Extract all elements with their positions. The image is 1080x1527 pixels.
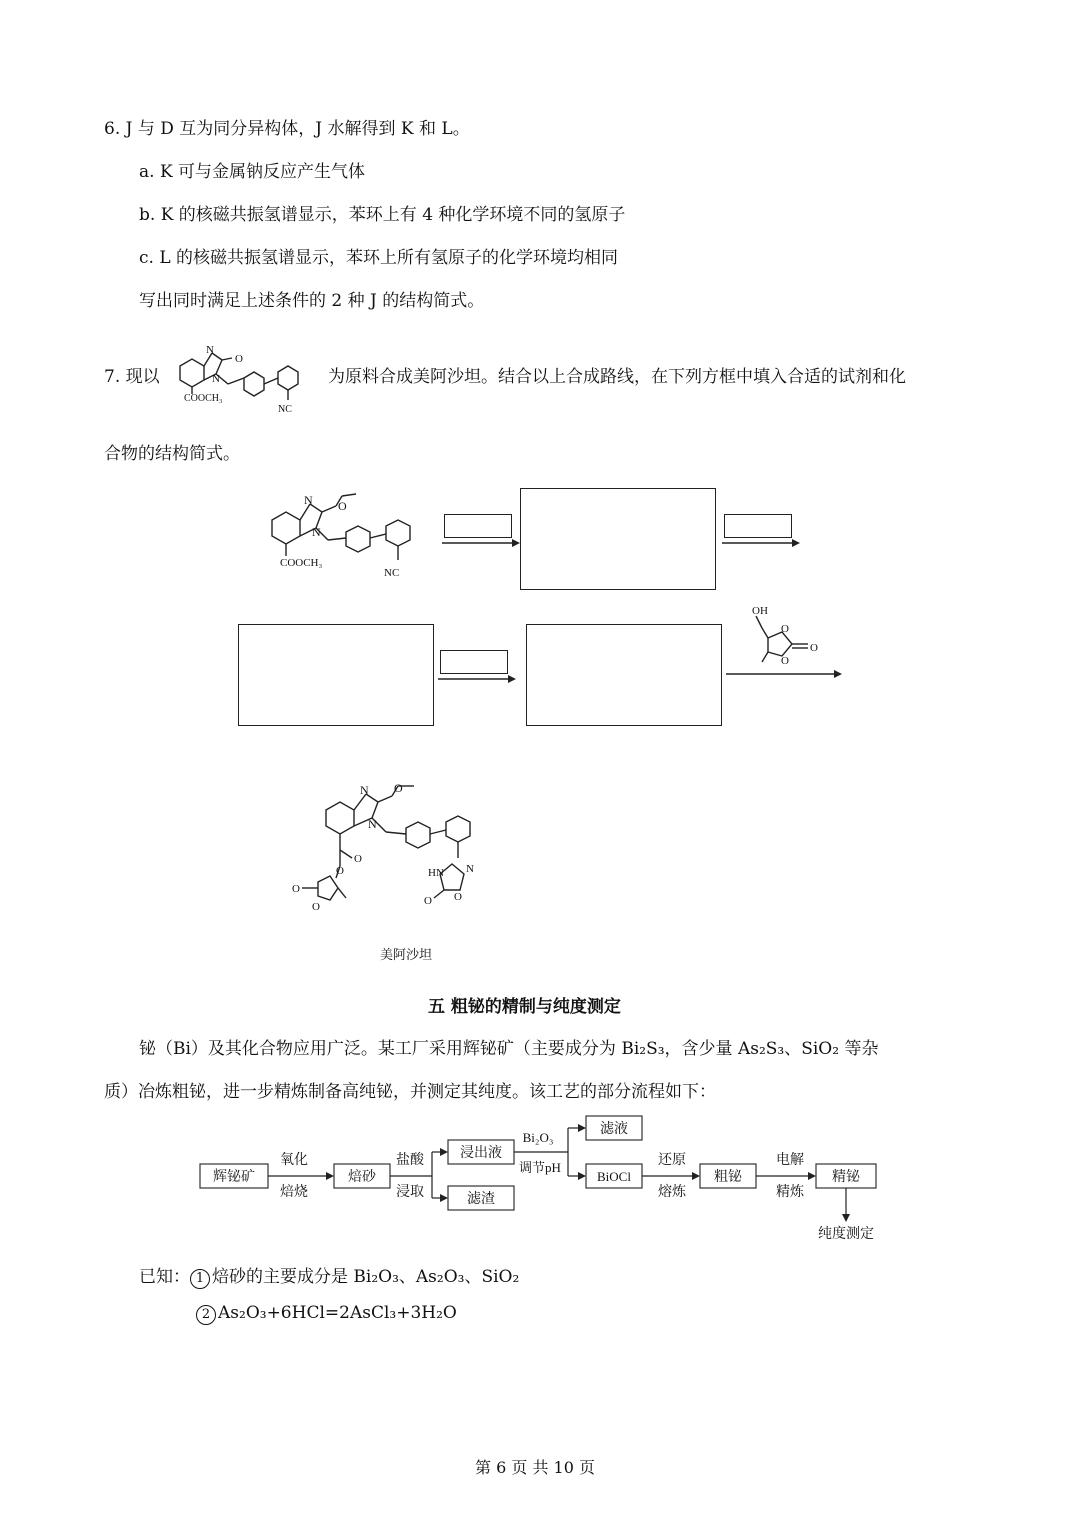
flow-edge-label: 盐酸 [396, 1153, 424, 1168]
section-intro-line2: 质）冶炼粗铋，进一步精炼制备高纯铋，并测定其纯度。该工艺的部分流程如下： [104, 1082, 716, 1102]
q6-condition-b: b. K 的核磁共振氢谱显示，苯环上有 4 种化学环境不同的氢原子 [139, 205, 626, 225]
starting-material-structure [160, 328, 330, 418]
label-o: O [781, 655, 789, 667]
flow-edge-label: 电解 [776, 1153, 804, 1168]
label-o: O [336, 865, 344, 877]
flow-edge-label: Bi₂O₃ [522, 1130, 554, 1145]
known-item-1 [139, 1262, 519, 1289]
flow-node-crude-bi: 粗铋 [714, 1170, 742, 1185]
intermediate-structure [262, 476, 442, 586]
flow-edge-label: 还原 [658, 1153, 686, 1168]
flow-node-filtrate: 滤液 [600, 1122, 628, 1137]
product-box-1[interactable] [520, 488, 716, 590]
label-n: N [212, 373, 220, 385]
q6-condition-a: a. K 可与金属钠反应产生气体 [139, 162, 366, 182]
process-flow-diagram [200, 1112, 890, 1246]
known-text-2: As₂O₃+6HCl=2AsCl₃+3H₂O [218, 1303, 457, 1323]
flow-node-calcine: 焙砂 [348, 1170, 376, 1185]
arrow-right-icon [726, 668, 842, 680]
dioxolone-reagent-structure [738, 598, 828, 668]
label-o: O [424, 895, 432, 907]
label-n: N [304, 493, 313, 507]
label-o: O [810, 642, 818, 654]
section-title: 五 粗铋的精制与纯度测定 [428, 997, 621, 1017]
reagent-box-1[interactable] [444, 514, 512, 538]
label-o: O [354, 853, 362, 865]
q7-prefix: 7. 现以 [104, 367, 160, 387]
product-box-2[interactable] [238, 624, 434, 726]
flow-node-ore: 辉铋矿 [213, 1170, 255, 1185]
q6-stem: 6. J 与 D 互为同分异构体，J 水解得到 K 和 L。 [104, 119, 470, 139]
product-label: 美阿沙坦 [380, 948, 433, 963]
reagent-box-2[interactable] [724, 514, 792, 538]
flow-edge-label: 熔炼 [658, 1185, 686, 1200]
arrow-right-icon [722, 538, 800, 548]
known-item-2 [196, 1303, 457, 1325]
label-n: N [466, 863, 474, 875]
label-o: O [312, 901, 320, 913]
section-intro-line1: 铋（Bi）及其化合物应用广泛。某工厂采用辉铋矿（主要成分为 Bi₂S₃，含少量 As₂S₃、SiO₂ 等杂 [139, 1039, 879, 1059]
reagent-box-3[interactable] [440, 650, 508, 674]
q7-stem-line2: 合物的结构简式。 [104, 444, 240, 464]
flow-node-purity-test: 纯度测定 [818, 1227, 874, 1242]
label-n: N [206, 344, 214, 356]
label-n: N [360, 783, 369, 797]
label-hn: HN [428, 867, 444, 879]
flow-edge-label: 氧化 [280, 1153, 308, 1168]
label-cooch3: COOCH₃ [184, 393, 223, 404]
label-cooch3: COOCH₃ [280, 557, 323, 569]
product-box-3[interactable] [526, 624, 722, 726]
label-o: O [394, 781, 403, 795]
flow-node-biocl: BiOCl [597, 1169, 631, 1184]
flow-edge-label: 浸取 [396, 1185, 424, 1200]
arrow-right-icon [438, 674, 516, 684]
label-n: N [368, 817, 377, 831]
q7-stem-suffix: 为原料合成美阿沙坦。结合以上合成路线，在下列方框中填入合适的试剂和化 [328, 367, 906, 387]
q6-ask: 写出同时满足上述条件的 2 种 J 的结构简式。 [139, 291, 485, 311]
flow-node-refined-bi: 精铋 [832, 1170, 860, 1185]
label-o: O [454, 891, 462, 903]
label-nc: NC [278, 404, 292, 415]
flow-node-residue: 滤渣 [467, 1192, 495, 1207]
label-o: O [292, 883, 300, 895]
page-footer: 第 6 页 共 10 页 [475, 1458, 595, 1477]
label-o: O [781, 623, 789, 635]
known-text-1: 焙砂的主要成分是 Bi₂O₃、As₂O₃、SiO₂ [212, 1267, 520, 1287]
azilsartan-medoxomil-structure [270, 770, 500, 940]
flow-node-leachate: 浸出液 [460, 1146, 502, 1161]
circled-number: 2 [196, 1305, 216, 1325]
known-prefix: 已知： [139, 1267, 190, 1287]
arrow-right-icon [442, 538, 520, 548]
flow-edge-label: 调节pH [519, 1160, 561, 1175]
label-o: O [338, 499, 347, 513]
circled-number: 1 [190, 1269, 210, 1289]
label-o: O [235, 353, 243, 365]
q6-condition-c: c. L 的核磁共振氢谱显示，苯环上所有氢原子的化学环境均相同 [139, 248, 619, 268]
flow-edge-label: 精炼 [776, 1185, 804, 1200]
label-nc: NC [384, 567, 400, 579]
flow-edge-label: 焙烧 [280, 1185, 308, 1200]
label-n: N [312, 525, 321, 539]
label-oh: OH [752, 605, 768, 617]
